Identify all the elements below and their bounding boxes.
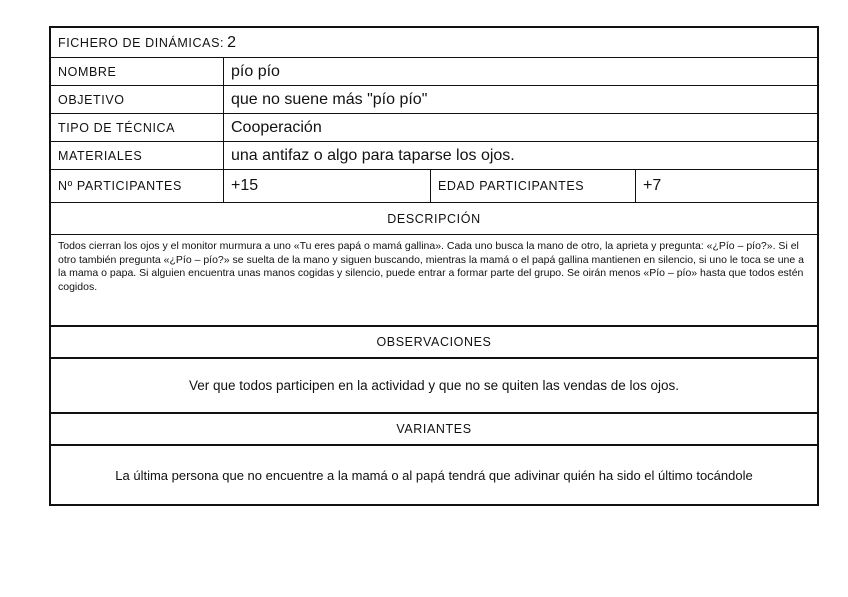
row-materiales [51, 142, 817, 170]
participants-age-value: +7 [635, 170, 817, 202]
nombre-value: pío pío [223, 58, 817, 85]
row-participants [51, 170, 817, 203]
objetivo-value: que no suene más "pío pío" [223, 86, 817, 113]
description-title: DESCRIPCIÓN [51, 203, 817, 235]
nombre-label: NOMBRE [58, 64, 117, 79]
variants-title: VARIANTES [51, 414, 817, 446]
header-label: FICHERO DE DINÁMICAS: [58, 35, 225, 50]
participants-count-label: Nº PARTICIPANTES [58, 179, 182, 193]
header-cell [51, 28, 817, 57]
row-objetivo [51, 86, 817, 114]
description-text: Todos cierran los ojos y el monitor murmura a uno «Tu eres papá o mamá gallina». Cada uno busca la mano de otro, la aprieta y pregunta: «¿Pío – pío?». Si el otro también pregunta «¿Pío – pío?» se suelta de la mano y siguen buscando, mientras la mamá o el papá gallina mantienen en silencio, si uno le toca se une a la mama o papa. Si alguien encuentra unas manos cogidas y silencio, puede entrar a formar parte del grupo. Se oirán menos «Pío – pío» hasta que todos estén cogidos. [51, 235, 817, 327]
participants-count-value: +15 [223, 170, 430, 202]
observations-title: OBSERVACIONES [51, 327, 817, 359]
materiales-value: una antifaz o algo para taparse los ojos. [223, 142, 817, 169]
row-nombre [51, 58, 817, 86]
variants-text: La última persona que no encuentre a la mamá o al papá tendrá que adivinar quién ha sido el último tocándole [115, 467, 753, 483]
materiales-label: MATERIALES [58, 148, 143, 163]
observations-text: Ver que todos participen en la actividad y que no se quiten las vendas de los ojos. [51, 359, 817, 414]
tipo-value: Cooperación [223, 114, 817, 141]
participants-age-label: EDAD PARTICIPANTES [430, 170, 635, 202]
tipo-label: TIPO DE TÉCNICA [58, 120, 176, 135]
header-row [51, 28, 817, 58]
activity-card [49, 26, 819, 506]
header-number: 2 [227, 33, 237, 51]
objetivo-label: OBJETIVO [58, 92, 125, 107]
row-tipo [51, 114, 817, 142]
